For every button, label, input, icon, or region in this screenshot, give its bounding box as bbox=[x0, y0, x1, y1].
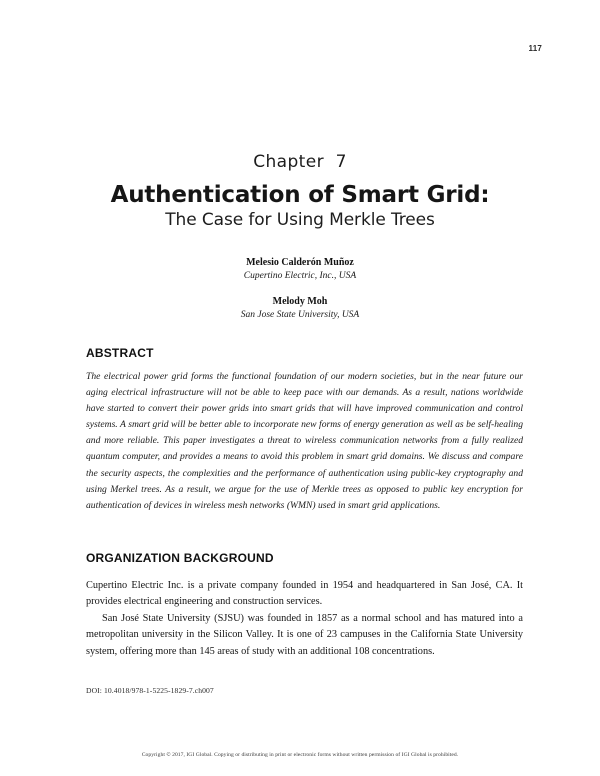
paragraph: San José State University (SJSU) was founded in 1857 as a normal school and has matured into a metropolitan university in the Silicon Valley. It is one of 23 campuses in the California State University system, offering more than 145 areas of study with an additional 108 concentrations. bbox=[86, 612, 523, 657]
doi-line: DOI: 10.4018/978-1-5225-1829-7.ch007 bbox=[86, 686, 214, 695]
organization-background-heading: ORGANIZATION BACKGROUND bbox=[86, 551, 274, 565]
author-affiliation: Cupertino Electric, Inc., USA bbox=[243, 270, 357, 281]
author-entry bbox=[0, 295, 600, 321]
page-title: Authentication of Smart Grid: bbox=[110, 182, 490, 208]
page-subtitle: The Case for Using Merkle Trees bbox=[165, 210, 435, 230]
author-affiliation: San Jose State University, USA bbox=[240, 309, 360, 320]
author-name: Melody Moh bbox=[272, 296, 328, 308]
author-entry bbox=[0, 256, 600, 282]
copyright-footer: Copyright © 2017, IGI Global. Copying or distributing in print or electronic forms without written permission of IGI Global is prohibited. bbox=[141, 752, 459, 758]
abstract-text: The electrical power grid forms the functional foundation of our modern societies, but in the near future our aging electrical infrastructure will not be able to keep pace with our demands. As a result, nations worldwide have started to convert their power grids into smart grids that will have improved communication and control systems. A smart grid will be better able to incorporate new forms of energy generation as well as be self-healing and more reliable. This paper investigates a threat to wireless communication networks from a fully realized quantum computer, and provides a means to avoid this problem in smart grid domains. We discuss and compare the security aspects, the complexities and the performance of authentication using public-key cryptography and using Merkel trees. As a result, we argue for the use of Merkle trees as opposed to public key encryption for authentication of devices in wireless mesh networks (WMN) used in smart grid applications. bbox=[86, 371, 523, 511]
author-name: Melesio Calderón Muñoz bbox=[246, 257, 354, 268]
author-block bbox=[0, 256, 600, 322]
page-number: 117 bbox=[528, 44, 542, 53]
chapter-label: Chapter 7 bbox=[253, 152, 347, 172]
organization-background-text bbox=[86, 578, 523, 660]
abstract-heading: ABSTRACT bbox=[86, 346, 154, 360]
paragraph: Cupertino Electric Inc. is a private company founded in 1954 and headquartered in San José, CA. It provides electrical engineering and construction services. bbox=[86, 580, 523, 608]
title-block bbox=[0, 152, 600, 230]
